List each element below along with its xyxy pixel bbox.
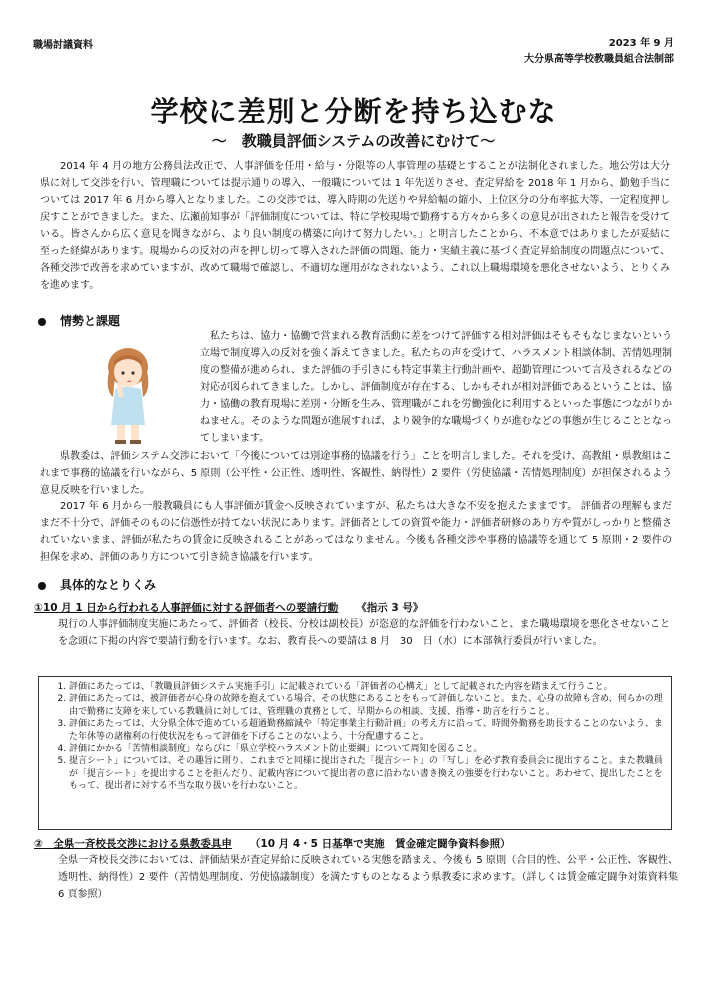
request-list [39,677,671,793]
request-list-box [38,676,672,830]
bullet-icon [38,582,46,590]
section1-para2: 県教委は、評価システム交渉において「今後については別途事務的協議を行う」ことを明言しました。それを受け、高教組・県教組はこれまで事務的協議を行いながら、5 原則（公平性・公正性、透明性、客観性、納得性）2 要件（労使協議・苦情処理制度）が担保されるよう意見反映を行いました。 [40,451,672,496]
bullet-icon [38,318,46,326]
item2-body: 全県一斉校長交渉においては、評価結果が査定昇給に反映されている実態を踏まえ、今後も 5 原則（合目的性、公平・公正性、客観性、透明性、納得性）2 要件（苦情処理制度、労使協議制度）を満たすものとなるよう県教委に求めます。（詳しくは賃金確定闘争対策資料集 6 頁参照） [58,855,678,900]
item1-heading-text: ①10 月 1 日から行われる人事評価に対する評価者への要請行動 [34,602,339,614]
request-item: 5. 提言シート」については、その趣旨に則り、これまでと同様に提出された「提言シート」の「写し」を必ず教育委員会に提出すること。また教職員が「提言シート」を提出することを拒んだり、記載内容について提出者の意に沿わない書き換えの強要を行わないこと。あわせて、提出したことをもって、提出者に対する不当な取り扱いを行わないこと。 [69,755,663,792]
request-item: 1. 評価にあたっては、「教職員評価システム実施手引」に記載されている「評価者の心構え」として記載された内容を踏まえて行うこと。 [69,681,663,693]
item2-heading-text: ② 全県一斉校長交渉における県教委具申 [34,838,232,850]
intro-paragraph: 2014 年 4 月の地方公務員法改正で、人事評価を任用・給与・分限等の人事管理の基礎とすることが法制化されました。地公労は大分県に対して交渉を行い、管理職については提示通りの導入、一般職については 1 年先送りさせ、査定昇給を 2018 年 1 月から、勤勉手当については 2017 年 6 月から導入となりました。この交渉では、導入時期の先送りや昇給幅の縮小、上位区分の分布率拡大等、一定程度押し戻すことができました。また、広瀬前知事が「評価制度については、特に学校現場で勤務する方々から多くの意見が出されたと報告を受けている。皆さんから広く意見を聞きながら、より良い制度の構築に向けて努力したい。」と明言したことから、不本意ではありましたが妥結に至った経緯があります。現場からの反対の声を押し切って導入された評価の問題、能力・実績主義に基づく査定昇給制度の問題点について、各種交渉で改善を求めていますが、改めて職場で確認し、不適切な運用がなされないよう、これ以上職場環境を悪化させないよう、とりくみを進めます。 [40,161,670,291]
request-item: 3. 評価にあたっては、大分県全体で進めている超過勤務縮減や「特定事業主行動計画」の考え方に沿って、時間外勤務を助長することのないよう、また年休等の諸権利の行使状況をもって評価を下げることのないよう、十分配慮すること。 [69,718,663,743]
section1-heading [38,312,120,329]
section1-para3: 2017 年 6 月から一般教職員にも人事評価が賃金へ反映されていますが、私たちは大きな不安を抱えたままです。 評価者の理解もまだまだ不十分で、評価そのものに信憑性が持てない状況にあります。評価者としての資質や能力・評価者研修のあり方や質がしっかりと整備されていないまま、評価が私たちの賃金に反映されることがあってはなりません。今後も各種交渉や事務的協議等を通じて 5 原則・2 要件の担保を求め、評価のあり方について引き続き協議を行います。 [40,501,672,563]
section1-para1: 私たちは、協力・協働で営まれる教育活動に差をつけて評価する相対評価はそもそもなじまないという立場で制度導入の反対を強く訴えてきました。私たちの声を受けて、ハラスメント相談体制、苦情処理制度の整備が進められ、また評価の手引きにも特定事業主行動計画や、超勤管理について言及されるなどの対応が図られてきました。しかし、評価制度が存在する、しかもそれが相対評価であるということは、協力・協働の教育現場に差別・分断を生み、管理職がこれを労働強化に利用するといった事態につながりかねません。そのような問題が進展すれば、より競争的な職場づくりが進むなどの事態が生じることとなってしまいます。 [200,331,672,444]
item1-body: 現行の人事評価制度実施にあたって、評価者（校長、分校は副校長）が恣意的な評価を行わないこと、また職場環境を悪化させないことを念頭に下掲の内容で要請行動を行います。なお、教育長への要請は 8 月 30 日（水）に本部執行委員が行いました。 [58,619,670,647]
request-item: 2. 評価にあたっては、被評価者が心身の故障を抱えている場合、その状態にあることをもって評価しないこと。また、心身の故障も含め、何らかの理由で勤務に支障を来している教職員に対しては、管理職の責務として、早期からの相談、支援、指導・助言を行うこと。 [69,693,663,718]
item1-heading [34,600,684,615]
issue-date: 2023 年 9 月 [608,38,674,49]
section2-heading-text: 具体的なとりくみ [60,578,157,592]
doc-type-label: 職場討議資料 [33,40,93,51]
item2-tag: （10 月 4・5 日基準で実施 賃金確定闘争資料参照） [249,838,511,850]
section2-heading [38,576,156,593]
request-item: 4. 評価にかかる「苦情相談制度」ならびに「県立学校ハラスメント防止要綱」について周知を図ること。 [69,743,663,755]
item2-heading [34,836,684,851]
section1-heading-text: 情勢と課題 [60,314,121,328]
organization-name: 大分県高等学校教職員組合法制部 [524,54,674,65]
header-right [414,36,674,68]
page-title: 学校に差別と分断を持ち込むな [150,95,557,128]
page-subtitle: ～ 教職員評価システムの改善にむけて～ [211,132,496,150]
item1-tag: 《指示 3 号》 [356,602,424,614]
thinking-woman-illustration [95,345,165,445]
